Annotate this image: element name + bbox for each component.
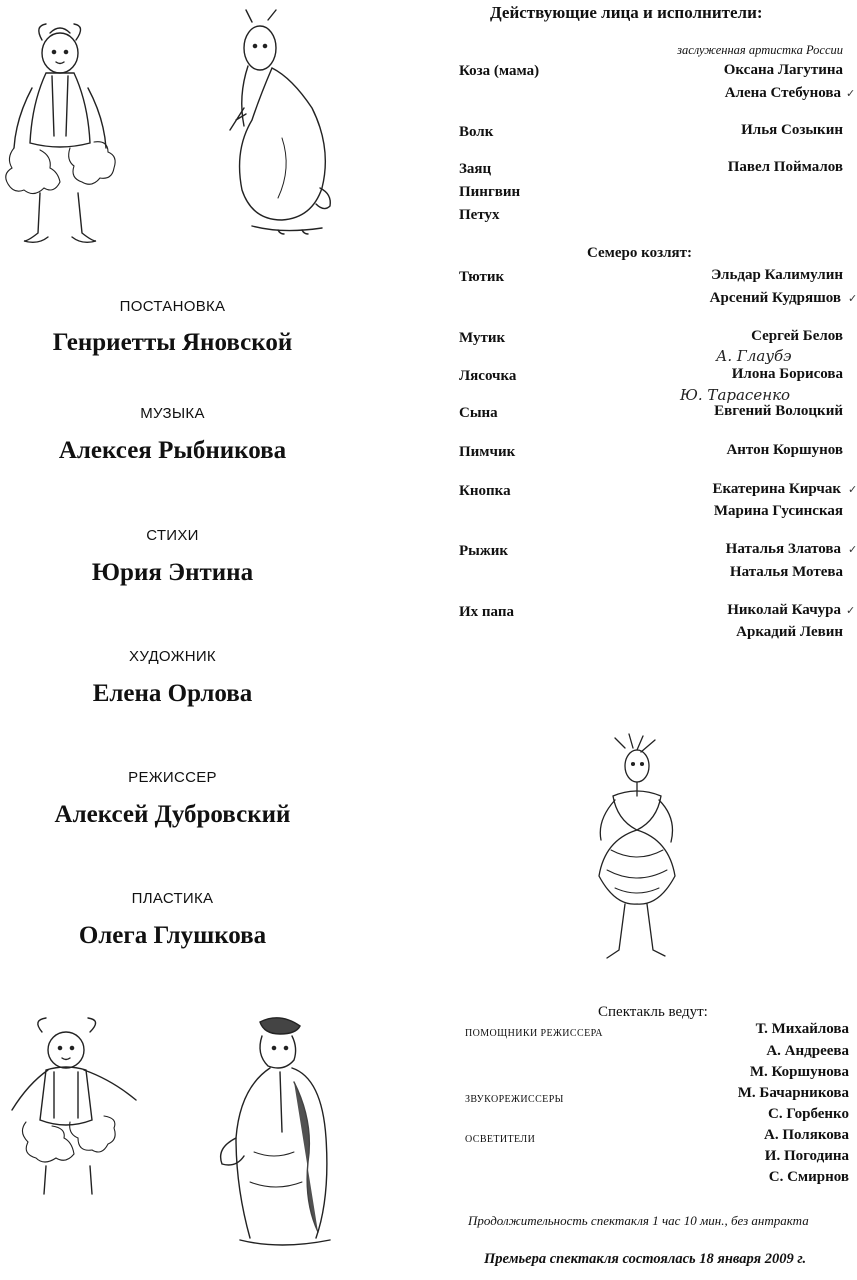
wolf-illustration xyxy=(210,1012,340,1257)
role-lyasochka: Лясочка xyxy=(459,368,517,384)
crew-name: М. Коршунова xyxy=(749,1064,849,1080)
check-mark-icon: ✓ xyxy=(848,293,857,305)
actor-name: Наталья Златова xyxy=(725,541,841,557)
role-papa: Их папа xyxy=(459,604,515,620)
role-zayac: Заяц xyxy=(459,161,492,177)
crew-label-light: ОСВЕТИТЕЛИ xyxy=(465,1134,536,1145)
actor-name: Оксана Лагутина xyxy=(723,62,843,78)
handwritten-note: Ю. Тарасенко xyxy=(680,386,791,404)
credit-name: Алексей Дубровский xyxy=(54,801,291,828)
crew-name: А. Полякова xyxy=(763,1127,849,1143)
role-mutik: Мутик xyxy=(459,330,506,346)
actor-name: Николай Качура xyxy=(727,602,841,618)
check-mark-icon: ✓ xyxy=(848,484,857,496)
role-pimchik: Пимчик xyxy=(459,444,516,460)
credit-name: Елена Орлова xyxy=(92,680,253,707)
duration-note: Продолжительность спектакля 1 час 10 мин., без антракта xyxy=(468,1213,809,1228)
credit-label: ХУДОЖНИК xyxy=(129,648,216,665)
credit-name: Юрия Энтина xyxy=(91,559,254,586)
actor-name: Евгений Волоцкий xyxy=(714,403,843,419)
hare-illustration xyxy=(222,8,352,238)
credit-name: Генриетты Яновской xyxy=(52,329,293,356)
credit-label: РЕЖИССЕР xyxy=(128,769,217,786)
crew-name: А. Андреева xyxy=(766,1043,849,1059)
role-tyutik: Тютик xyxy=(459,269,505,285)
crew-label-assistants: ПОМОЩНИКИ РЕЖИССЕРА xyxy=(465,1028,603,1039)
role-knopka: Кнопка xyxy=(459,483,511,499)
actor-name: Марина Гусинская xyxy=(713,503,843,519)
role-syna: Сына xyxy=(459,405,498,421)
actor-name: Екатерина Кирчак xyxy=(712,481,841,497)
handwritten-note: А. Глаубэ xyxy=(716,347,792,365)
crew-name: С. Смирнов xyxy=(768,1169,849,1185)
role-volk: Волк xyxy=(459,124,494,140)
goat-mother-illustration xyxy=(585,730,695,965)
actor-name: Илона Борисова xyxy=(731,366,843,382)
crew-heading: Спектакль ведут: xyxy=(598,1004,708,1020)
role-petukh: Петух xyxy=(459,207,500,223)
actor-name: Эльдар Калимулин xyxy=(711,267,843,283)
actor-name: Илья Созыкин xyxy=(741,122,843,138)
septet-heading: Семеро козлят: xyxy=(587,245,693,261)
check-mark-icon: ✓ xyxy=(846,605,856,617)
crew-label-sound: ЗВУКОРЕЖИССЕРЫ xyxy=(465,1094,564,1105)
credit-label: ПОСТАНОВКА xyxy=(119,298,226,315)
credit-label: МУЗЫКА xyxy=(140,405,205,422)
goat-kid-illustration-bottom xyxy=(6,1018,151,1208)
actor-name: Алена Стебунова xyxy=(724,85,841,101)
role-ryzhik: Рыжик xyxy=(459,543,509,559)
credit-label: ПЛАСТИКА xyxy=(131,890,214,907)
premiere-note: Премьера спектакля состоялась 18 января 2009 г. xyxy=(484,1251,807,1267)
role-pingvin: Пингвин xyxy=(459,184,521,200)
cast-title: Действующие лица и исполнители: xyxy=(490,3,763,22)
check-mark-icon: ✓ xyxy=(848,544,857,556)
credit-name: Олега Глушкова xyxy=(78,922,267,949)
actor-name: Наталья Мотева xyxy=(729,564,843,580)
goat-kid-illustration-top xyxy=(0,18,125,243)
crew-name: Т. Михайлова xyxy=(755,1021,849,1037)
crew-name: И. Погодина xyxy=(764,1148,849,1164)
honor-title: заслуженная артистка России xyxy=(677,43,843,57)
actor-name: Антон Коршунов xyxy=(726,442,843,458)
crew-name: С. Горбенко xyxy=(768,1106,849,1122)
actor-name: Арсений Кудряшов xyxy=(709,290,841,306)
crew-name: М. Бачарникова xyxy=(737,1085,849,1101)
credit-name: Алексея Рыбникова xyxy=(58,437,287,464)
actor-name: Аркадий Левин xyxy=(736,624,843,640)
actor-name: Павел Поймалов xyxy=(727,159,843,175)
check-mark-icon: ✓ xyxy=(846,88,856,100)
actor-name: Сергей Белов xyxy=(751,328,843,344)
role-koza: Коза (мама) xyxy=(459,63,540,79)
credit-label: СТИХИ xyxy=(146,527,199,544)
